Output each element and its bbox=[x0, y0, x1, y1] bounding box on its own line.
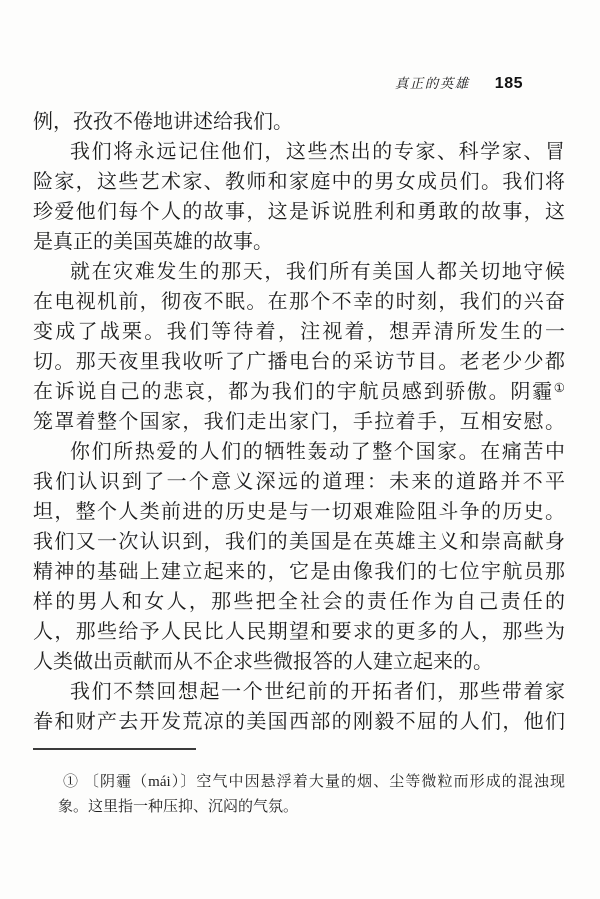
text-line: 我们认识到了一个意义深远的道理：未来的道路并不平 bbox=[33, 471, 565, 493]
page-number: 185 bbox=[494, 75, 523, 92]
text-line: 精神的基础上建立起来的，它是由像我们的七位宇航员那 bbox=[33, 561, 565, 583]
running-title: 真正的英雄 bbox=[394, 76, 470, 91]
text-line: 在电视机前，彻夜不眠。在那个不幸的时刻，我们的兴奋 bbox=[33, 291, 565, 313]
footnote-divider bbox=[33, 748, 196, 750]
text-line: 人，那些给予人民比人民期望和要求的更多的人，那些为 bbox=[33, 621, 565, 643]
text-line: 就在灾难发生的那天，我们所有美国人都关切地守候 bbox=[70, 261, 565, 283]
text-line: 切。那天夜里我收听了广播电台的采访节目。老老少少都 bbox=[33, 351, 565, 373]
paragraph-2 bbox=[33, 137, 565, 257]
footnote-line: ① 〔阴霾（mái）〕空气中因悬浮着大量的烟、尘等微粒而形成的混浊现 bbox=[63, 774, 565, 790]
text-line: 例，孜孜不倦地讲述给我们。 bbox=[33, 111, 293, 133]
text-line: 眷和财产去开发荒凉的美国西部的刚毅不屈的人们，他们 bbox=[33, 711, 565, 733]
text-line: 笼罩着整个国家，我们走出家门，手拉着手，互相安慰。 bbox=[33, 411, 565, 433]
text-line bbox=[33, 377, 565, 407]
body-text bbox=[33, 107, 565, 737]
text-line: 我们将永远记住他们，这些杰出的专家、科学家、冒 bbox=[70, 141, 565, 163]
text-line: 变成了战栗。我们等待着，注视着，想弄清所发生的一 bbox=[33, 321, 565, 343]
text-line: 我们又一次认识到，我们的美国是在英雄主义和崇高献身 bbox=[33, 531, 565, 553]
text-line: 珍爱他们每个人的故事，这是诉说胜利和勇敢的故事，这 bbox=[33, 201, 565, 223]
text-line: 是真正的美国英雄的故事。 bbox=[33, 231, 273, 253]
text-line-segment: 在诉说自己的悲哀，都为我们的宇航员感到骄傲。阴霾 bbox=[33, 381, 554, 403]
text-line: 样的男人和女人，那些把全社会的责任作为自己责任的 bbox=[33, 591, 565, 613]
footnote-line: 象。这里指一种压抑、沉闷的气氛。 bbox=[58, 799, 299, 815]
text-line: 坦，整个人类前进的历史是与一切艰难险阻斗争的历史。 bbox=[33, 501, 565, 523]
text-line: 人类做出贡献而从不企求些微报答的人建立起来的。 bbox=[33, 651, 493, 673]
paragraph-3 bbox=[33, 257, 565, 437]
text-line: 我们不禁回想起一个世纪前的开拓者们，那些带着家 bbox=[70, 681, 565, 703]
text-line: 你们所热爱的人们的牺牲轰动了整个国家。在痛苦中 bbox=[70, 441, 565, 463]
paragraph-4 bbox=[33, 437, 565, 677]
paragraph-5 bbox=[33, 677, 565, 737]
footnote bbox=[58, 770, 565, 820]
running-header bbox=[0, 72, 523, 93]
text-line: 险家，这些艺术家、教师和家庭中的男女成员们。我们将 bbox=[33, 171, 565, 193]
paragraph-1 bbox=[33, 107, 565, 137]
footnote-ref-marker: ① bbox=[553, 381, 565, 395]
